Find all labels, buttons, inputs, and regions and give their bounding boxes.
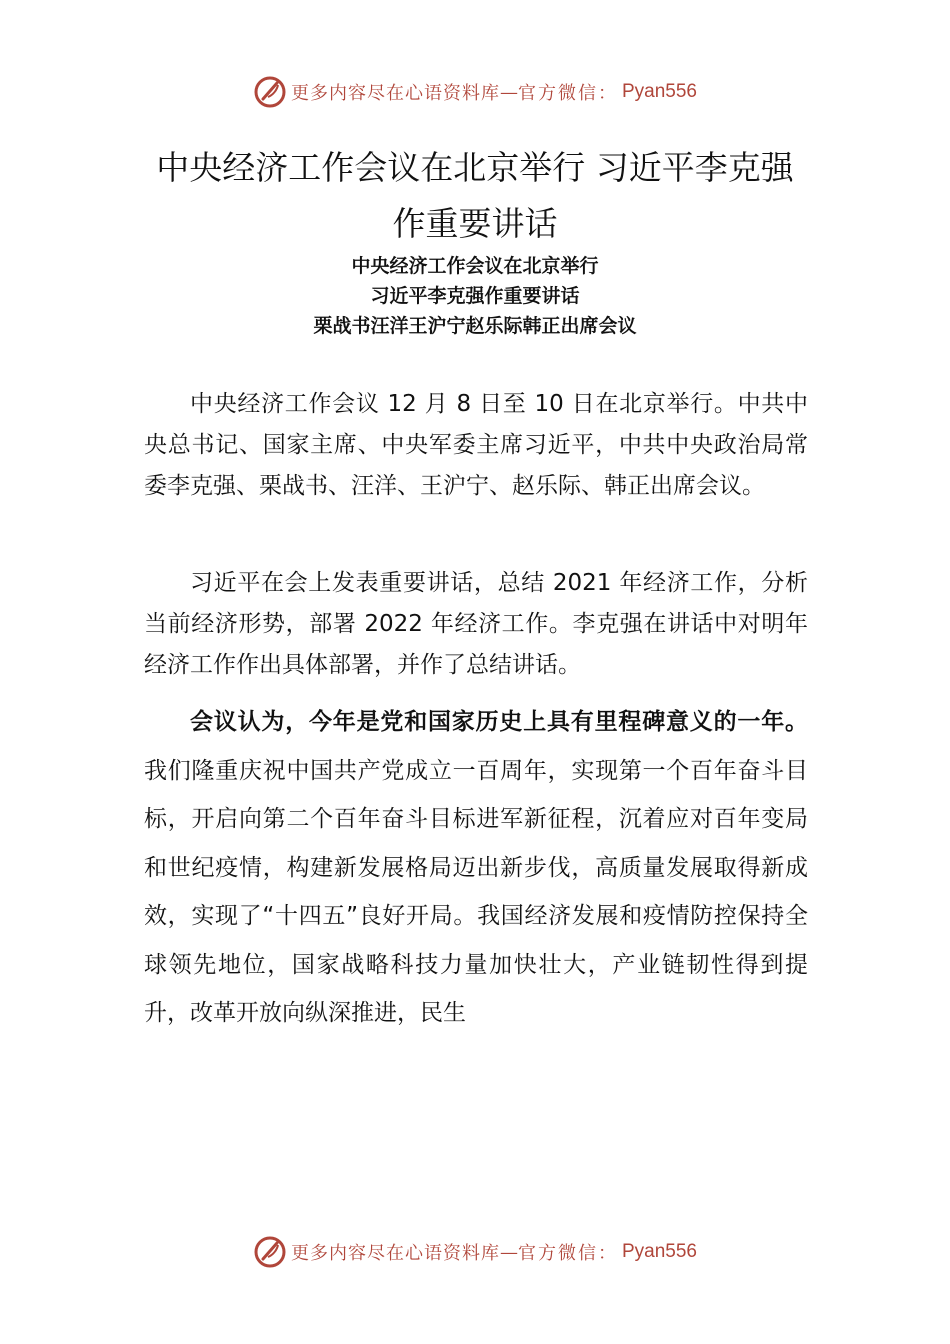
promo-text: 更多内容尽在心语资料库 [290, 83, 500, 104]
header-banner [0, 72, 950, 112]
quill-seal-icon [253, 75, 287, 109]
article-title: 中央经济工作会议在北京举行 习近平李克强作重要讲话 [156, 148, 794, 243]
footer-banner [0, 1232, 950, 1272]
subhead-3: 栗战书汪洋王沪宁赵乐际韩正出席会议 [313, 315, 637, 337]
promo-text: 更多内容尽在心语资料库 [290, 1243, 500, 1264]
paragraph-1: 中央经济工作会议 12 月 8 日至 10 日在北京举行。中共中央总书记、国家主席、中央军委主席习近平，中共中央政治局常委李克强、栗战书、汪洋、王沪宁、赵乐际、韩正出席会议。 [144, 391, 808, 499]
subhead-2: 习近平李克强作重要讲话 [370, 285, 580, 307]
wechat-id: Pyan556 [621, 1241, 697, 1262]
wechat-label: 官方微信： [517, 83, 618, 104]
paragraph-3-body: 我们隆重庆祝中国共产党成立一百周年，实现第一个百年奋斗目标，开启向第二个百年奋斗目标进军新征程，沉着应对百年变局和世纪疫情，构建新发展格局迈出新步伐，高质量发展取得新成效，实现了“十四五”良好开局。我国经济发展和疫情防控保持全球领先地位，国家战略科技力量加快壮大，产业链韧性得到提升，改革开放向纵深推进，民生 [144, 757, 808, 1026]
paragraph-3-lead: 会议认为，今年是党和国家历史上具有里程碑意义的一年。 [190, 709, 808, 735]
wechat-id: Pyan556 [621, 81, 697, 102]
banner-separator: — [499, 1241, 518, 1263]
banner-separator: — [499, 81, 518, 103]
paragraph-3 [144, 698, 808, 1038]
paragraph-2: 习近平在会上发表重要讲话，总结 2021 年经济工作，分析当前经济形势，部署 2022 年经济工作。李克强在讲话中对明年经济工作作出具体部署，并作了总结讲话。 [144, 570, 808, 678]
wechat-label: 官方微信： [517, 1243, 618, 1264]
quill-seal-icon [253, 1235, 287, 1269]
subhead-1: 中央经济工作会议在北京举行 [351, 255, 599, 277]
